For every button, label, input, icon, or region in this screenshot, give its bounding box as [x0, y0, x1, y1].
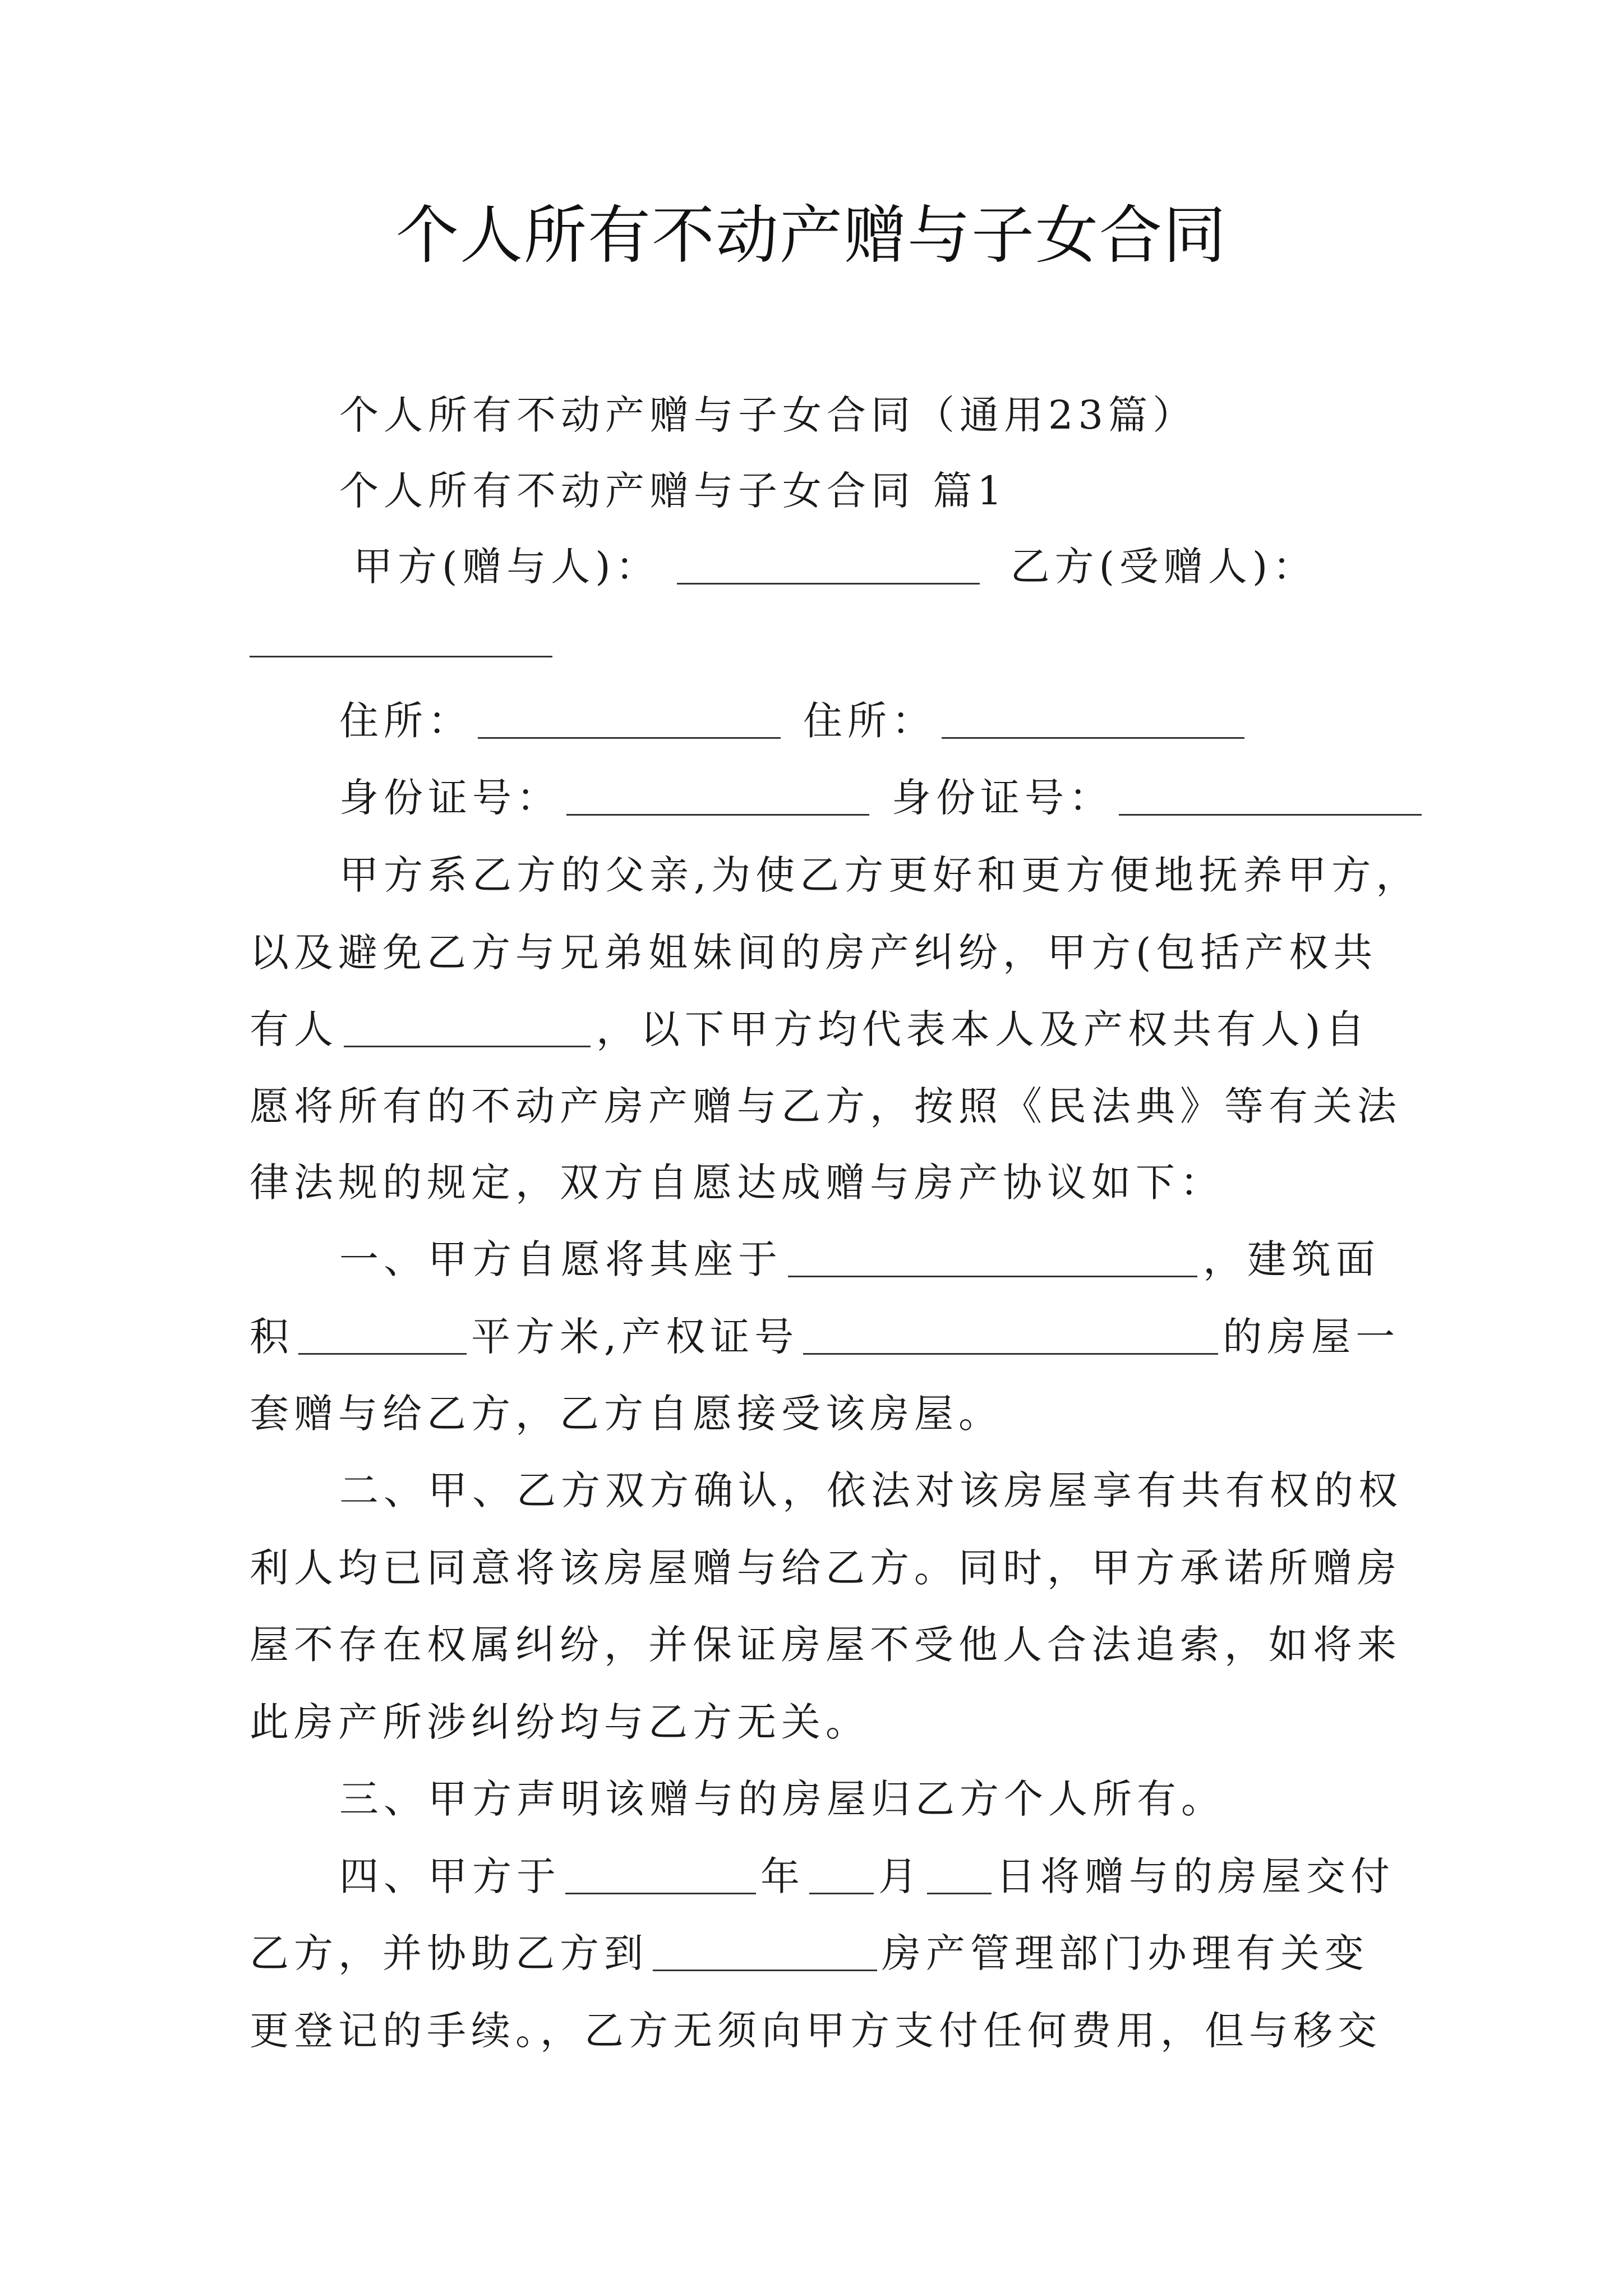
- co-owner-blank: [344, 1006, 591, 1047]
- id-line: [339, 770, 1422, 826]
- clause-1-text-e: 的房屋一: [1223, 1314, 1400, 1360]
- intro-line-2: 以及避免乙方与兄弟姐妹间的房产纠纷，甲方(包括产权共: [250, 930, 1378, 976]
- clause-4-text-b: 日将赠与的房屋交付: [996, 1853, 1395, 1899]
- clause-3-line-1: 三、甲方声明该赠与的房屋归乙方个人所有。: [339, 1776, 1225, 1822]
- intro-line-3: [250, 1001, 1370, 1057]
- party-a-label: 甲方(赠与人)：: [353, 544, 660, 590]
- id-label-b: 身份证号：: [892, 775, 1113, 821]
- subtitle: 个人所有不动产赠与子女合同（通用23篇）: [339, 392, 1197, 438]
- clause-1-line-2: [250, 1309, 1400, 1365]
- address-label-a: 住所：: [339, 698, 472, 744]
- clause-4-month-label: 月: [878, 1853, 923, 1899]
- party-b-label: 乙方(受赠人)：: [1010, 544, 1317, 590]
- area-blank: [298, 1314, 467, 1355]
- address-label-b: 住所：: [803, 698, 936, 744]
- month-blank: [809, 1853, 874, 1894]
- id-a-blank: [566, 775, 869, 816]
- certificate-number-blank: [803, 1314, 1218, 1355]
- clause-4-text-d: 房产管理部门办理有关变: [882, 1930, 1369, 1976]
- party-b-continuation: [250, 611, 552, 668]
- housing-department-blank: [653, 1930, 877, 1971]
- clause-1-line-1: [339, 1231, 1380, 1287]
- address-b-blank: [942, 698, 1244, 739]
- address-line: [339, 693, 1244, 749]
- clause-1-text-b: ，建筑面: [1203, 1236, 1380, 1282]
- clause-4-line-3: 更登记的手续。，乙方无须向甲方支付任何费用，但与移交: [250, 2008, 1382, 2054]
- document-title: 个人所有不动产赠与子女合同: [396, 199, 1227, 272]
- clause-2-line-3: 屋不存在权属纠纷，并保证房屋不受他人合法追索，如将来: [250, 1622, 1401, 1668]
- clause-1-text-d: 平方米,产权证号: [471, 1314, 799, 1360]
- clause-2-line-4: 此房产所涉纠纷均与乙方无关。: [250, 1699, 870, 1745]
- clause-1-line-3: 套赠与给乙方，乙方自愿接受该房屋。: [250, 1391, 1003, 1437]
- party-a-blank: [677, 544, 980, 585]
- id-b-blank: [1119, 775, 1422, 816]
- year-blank: [565, 1853, 756, 1894]
- clause-4-year-label: 年: [760, 1853, 805, 1899]
- clause-2-line-2: 利人均已同意将该房屋赠与给乙方。同时，甲方承诺所赠房: [250, 1545, 1401, 1591]
- clause-4-line-2: [250, 1925, 1369, 1981]
- clause-4-text-c: 乙方，并协助乙方到: [250, 1930, 648, 1976]
- intro-line-5: 律法规的规定，双方自愿达成赠与房产协议如下：: [250, 1159, 1224, 1205]
- party-line: [353, 539, 1317, 595]
- section-heading: 个人所有不动产赠与子女合同 篇1: [339, 468, 1007, 514]
- clause-4-text-a: 四、甲方于: [339, 1853, 561, 1899]
- clause-2-line-1: 二、甲、乙方双方确认，依法对该房屋享有共有权的权: [339, 1467, 1403, 1513]
- co-owner-label: 有人: [250, 1006, 338, 1052]
- day-blank: [927, 1853, 992, 1894]
- intro-line-4: 愿将所有的不动产房产赠与乙方，按照《民法典》等有关法: [250, 1083, 1401, 1129]
- clause-1-text-a: 一、甲方自愿将其座于: [339, 1236, 782, 1282]
- clause-4-line-1: [339, 1848, 1395, 1904]
- property-location-blank: [788, 1236, 1197, 1277]
- id-label-a: 身份证号：: [339, 775, 561, 821]
- intro-line-3-rest: ，以下甲方均代表本人及产权共有人)自: [596, 1006, 1370, 1052]
- clause-1-text-c: 积: [250, 1314, 294, 1360]
- party-b-blank: [250, 616, 552, 657]
- intro-line-1: 甲方系乙方的父亲,为使乙方更好和更方便地抚养甲方，: [339, 852, 1421, 898]
- address-a-blank: [478, 698, 781, 739]
